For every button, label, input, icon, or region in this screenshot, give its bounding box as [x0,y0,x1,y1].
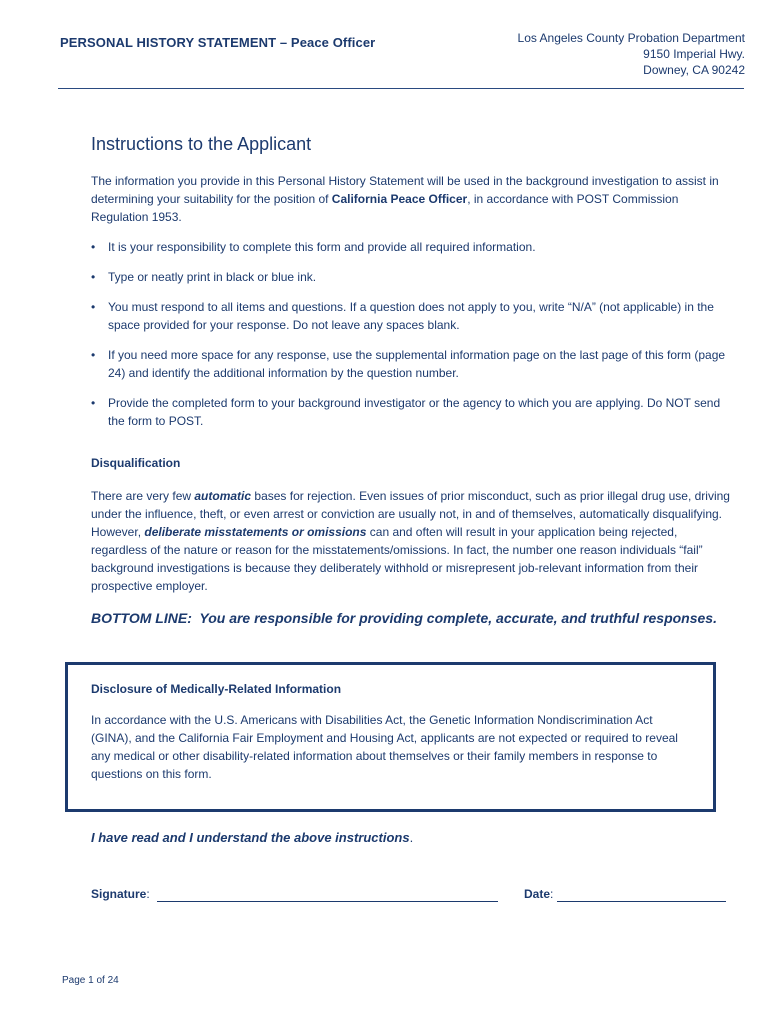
form-title [60,35,375,50]
acknowledgement-period: . [409,830,414,845]
disclosure-text: In accordance with the U.S. Americans with Disabilities Act, the Genetic Information Nondiscrimination Act (GINA), and the California Fair Employment and Housing Act, applicants are not expected or required to reveal any medical or other disability-related information about themselves or their family members in response to questions on this form. [91,713,678,781]
date-line[interactable] [557,901,726,902]
disclosure-box [65,662,716,812]
disqualification-paragraph [91,487,731,595]
disqualification-heading: Disqualification [91,456,181,470]
bottom-line-text: You are responsible for providing complete, accurate, and truthful responses. [191,610,717,626]
bottom-line-statement [91,610,717,626]
signature-colon: : [146,887,150,901]
disq-text-3: can and often will result in your application being rejected, regardless of the nature or reason for the misstatements/omissions. In fact, the number one reason individuals “fail” background investigations is because they deliberately withhold or misrepresent job-relevant information from their prospective employer. [91,525,703,593]
signature-line[interactable] [157,901,498,902]
address-line-1: Los Angeles County Probation Department [517,31,745,45]
acknowledgement-statement [91,830,413,845]
bottom-line-colon: : [187,610,192,626]
intro-position-bold: California Peace Officer [331,192,468,206]
instructions-intro [91,172,731,226]
intro-text-1: The information you provide in this Personal History Statement will be used in the background investigation to assist in determining your suitability for the position of [91,174,719,206]
date-label-text: Date [524,887,551,901]
signature-label-text: Signature [91,887,147,901]
list-item: • You must respond to all items and questions. If a question does not apply to you, write “N/A” (not applicable) in the space provided for your response. Do not leave any spaces blank. [91,298,731,334]
disq-text-2: bases for rejection. Even issues of prior misconduct, such as prior illegal drug use, driving under the influence, theft, or even arrest or conviction are usually not, in and of themselves, automatically disqualifying. However, [91,489,730,539]
date-label [524,887,553,901]
disq-emphasis-misstatements: deliberate misstatements or omissions [144,525,367,539]
instructions-heading: Instructions to the Applicant [91,134,312,154]
date-colon: : [550,887,554,901]
department-address [518,30,745,78]
address-line-3: Downey, CA 90242 [643,63,745,77]
list-item: • Type or neatly print in black or blue ink. [91,268,731,286]
instructions-list [91,238,731,442]
acknowledgement-text: I have read and I understand the above instructions [91,830,410,845]
list-item: • It is your responsibility to complete this form and provide all required information. [91,238,731,256]
form-title-bold: Peace Officer [290,35,376,50]
list-item: • Provide the completed form to your background investigator or the agency to which you are applying. Do NOT send the form to POST. [91,394,731,430]
disq-text-1: There are very few [91,489,195,503]
address-line-2: 9150 Imperial Hwy. [643,47,745,61]
page-number: Page 1 of 24 [62,975,119,986]
disq-emphasis-automatic: automatic [194,489,252,503]
header-divider [58,88,744,89]
disclosure-heading: Disclosure of Medically-Related Information [91,682,342,696]
form-title-text: PERSONAL HISTORY STATEMENT – [60,35,291,50]
bottom-line-label: BOTTOM LINE [91,610,188,626]
signature-label [91,887,150,901]
list-item: • If you need more space for any response, use the supplemental information page on the last page of this form (page 24) and identify the additional information by the question number. [91,346,731,382]
intro-text-2: , in accordance with POST Commission Regulation 1953. [91,192,679,224]
